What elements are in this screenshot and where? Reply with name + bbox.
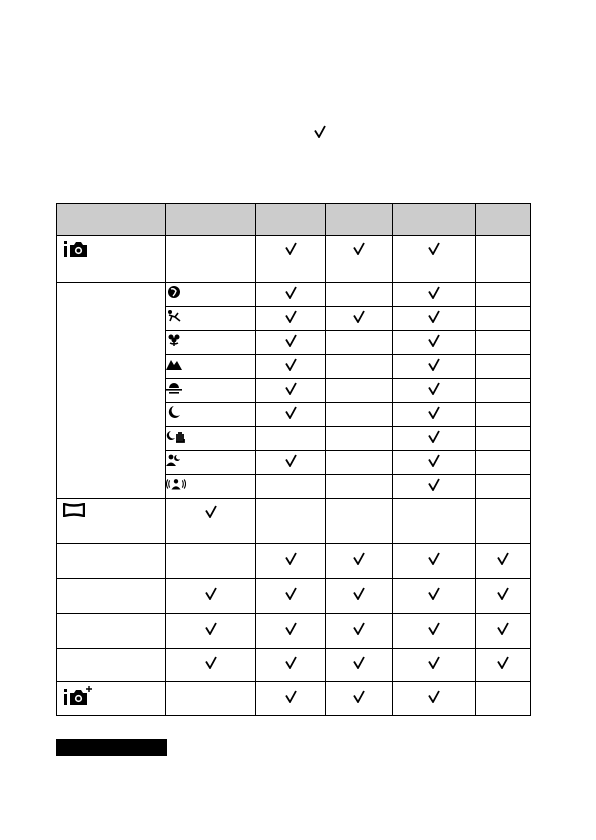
mode-cell [57, 499, 166, 544]
compat-cell [256, 307, 326, 331]
check-mark-icon [428, 242, 440, 255]
compat-cell [326, 331, 393, 355]
compat-cell [326, 475, 393, 499]
check-mark-icon [353, 622, 365, 635]
legend-check-icon [314, 125, 326, 138]
header-cell-mode [57, 204, 166, 236]
compat-cell [166, 579, 256, 614]
check-mark-icon [428, 406, 440, 419]
compat-cell [476, 579, 531, 614]
landscape-icon [166, 357, 182, 371]
compat-cell [393, 331, 476, 355]
compat-cell [393, 307, 476, 331]
compat-cell [393, 283, 476, 307]
sports-icon [166, 309, 182, 323]
superior-auto-camera-icon [63, 686, 93, 706]
compat-cell [256, 403, 326, 427]
compat-cell [476, 403, 531, 427]
check-mark-icon [428, 310, 440, 323]
mode-row [57, 614, 531, 649]
compat-cell [326, 544, 393, 579]
check-mark-icon [285, 242, 297, 255]
compat-cell [476, 331, 531, 355]
check-mark-icon [428, 690, 440, 703]
compat-cell [256, 331, 326, 355]
compat-cell [393, 427, 476, 451]
compat-cell [326, 283, 393, 307]
check-mark-icon [285, 552, 297, 565]
compatibility-table [56, 203, 531, 716]
compat-cell [326, 614, 393, 649]
scene-row [57, 283, 531, 307]
intelligent-auto-camera-icon [63, 240, 89, 258]
check-mark-icon [285, 358, 297, 371]
compat-cell [166, 649, 256, 682]
check-mark-icon [205, 587, 217, 600]
mode-cell [57, 649, 166, 682]
check-mark-icon [205, 505, 217, 518]
check-mark-icon [353, 310, 365, 323]
compat-cell [326, 355, 393, 379]
compat-cell [326, 682, 393, 716]
check-mark-icon [428, 358, 440, 371]
mode-row [57, 236, 531, 283]
compat-cell [393, 379, 476, 403]
compat-cell [476, 379, 531, 403]
compat-cell [476, 355, 531, 379]
sweep-panorama-icon [63, 503, 85, 517]
compat-cell [393, 355, 476, 379]
compat-cell [393, 499, 476, 544]
mode-row [57, 544, 531, 579]
compat-cell [393, 682, 476, 716]
section-label-bar [56, 739, 167, 756]
compat-cell [256, 649, 326, 682]
compat-cell [166, 236, 256, 283]
compat-cell [256, 579, 326, 614]
compat-cell [256, 236, 326, 283]
compat-cell [476, 451, 531, 475]
table-header-row [57, 204, 531, 236]
compat-cell [476, 236, 531, 283]
check-mark-icon [285, 334, 297, 347]
mode-cell [57, 682, 166, 716]
check-mark-icon [353, 552, 365, 565]
compat-cell [166, 614, 256, 649]
compat-cell [256, 544, 326, 579]
compat-cell [476, 499, 531, 544]
header-cell-1 [166, 204, 256, 236]
check-mark-icon [285, 310, 297, 323]
compat-cell [393, 649, 476, 682]
check-mark-icon [428, 622, 440, 635]
check-mark-icon [285, 690, 297, 703]
mode-row [57, 499, 531, 544]
check-mark-icon [353, 656, 365, 669]
compat-cell [476, 283, 531, 307]
header-cell-2 [256, 204, 326, 236]
portrait-icon [166, 285, 182, 299]
compat-cell [393, 475, 476, 499]
mode-row [57, 579, 531, 614]
scene-selection-group-cell [57, 283, 166, 499]
check-mark-icon [428, 286, 440, 299]
compat-cell [393, 451, 476, 475]
check-mark-icon [497, 552, 509, 565]
compat-cell [326, 427, 393, 451]
compat-cell [256, 451, 326, 475]
check-mark-icon [285, 454, 297, 467]
compat-cell [326, 579, 393, 614]
check-mark-icon [497, 587, 509, 600]
mode-cell [57, 544, 166, 579]
compat-cell [166, 499, 256, 544]
compat-cell [476, 544, 531, 579]
check-mark-icon [285, 286, 297, 299]
check-mark-icon [428, 656, 440, 669]
compat-cell [326, 451, 393, 475]
compat-cell [476, 682, 531, 716]
compat-cell [256, 355, 326, 379]
mode-cell [57, 614, 166, 649]
compat-cell [256, 614, 326, 649]
check-mark-icon [285, 587, 297, 600]
compat-cell [476, 614, 531, 649]
compat-cell [256, 682, 326, 716]
check-mark-icon [428, 552, 440, 565]
mode-cell [57, 236, 166, 283]
compat-cell [326, 236, 393, 283]
check-mark-icon [285, 622, 297, 635]
compat-cell [476, 475, 531, 499]
header-cell-4 [393, 204, 476, 236]
handheld-twilight-icon [166, 429, 186, 443]
compat-cell [393, 403, 476, 427]
check-mark-icon [428, 382, 440, 395]
compat-cell [256, 475, 326, 499]
check-mark-icon [428, 478, 440, 491]
compat-cell [256, 379, 326, 403]
header-cell-3 [326, 204, 393, 236]
check-mark-icon [353, 242, 365, 255]
check-mark-icon [285, 406, 297, 419]
check-mark-icon [205, 622, 217, 635]
compat-cell [256, 283, 326, 307]
check-mark-icon [285, 382, 297, 395]
compat-cell [393, 544, 476, 579]
compat-cell [166, 544, 256, 579]
night-scene-icon [166, 405, 182, 419]
compat-cell [476, 649, 531, 682]
compat-cell [326, 649, 393, 682]
compat-cell [326, 307, 393, 331]
mode-cell [57, 579, 166, 614]
check-mark-icon [353, 690, 365, 703]
check-mark-icon [428, 587, 440, 600]
macro-icon [166, 333, 182, 347]
check-mark-icon [353, 587, 365, 600]
check-mark-icon [497, 656, 509, 669]
anti-motion-blur-icon [166, 477, 186, 491]
check-mark-icon [428, 454, 440, 467]
compat-cell [256, 499, 326, 544]
compat-cell [326, 499, 393, 544]
compat-cell [393, 236, 476, 283]
compat-cell [166, 682, 256, 716]
check-mark-icon [428, 430, 440, 443]
check-mark-icon [205, 656, 217, 669]
night-portrait-icon [166, 453, 182, 467]
check-mark-icon [285, 656, 297, 669]
compat-cell [476, 307, 531, 331]
compat-cell [326, 379, 393, 403]
compat-cell [393, 579, 476, 614]
sunset-icon [166, 381, 182, 395]
check-mark-icon [497, 622, 509, 635]
mode-row [57, 682, 531, 716]
check-mark-icon [428, 334, 440, 347]
compat-cell [326, 403, 393, 427]
mode-row [57, 649, 531, 682]
compat-cell [393, 614, 476, 649]
compat-cell [256, 427, 326, 451]
compat-cell [476, 427, 531, 451]
header-cell-5 [476, 204, 531, 236]
